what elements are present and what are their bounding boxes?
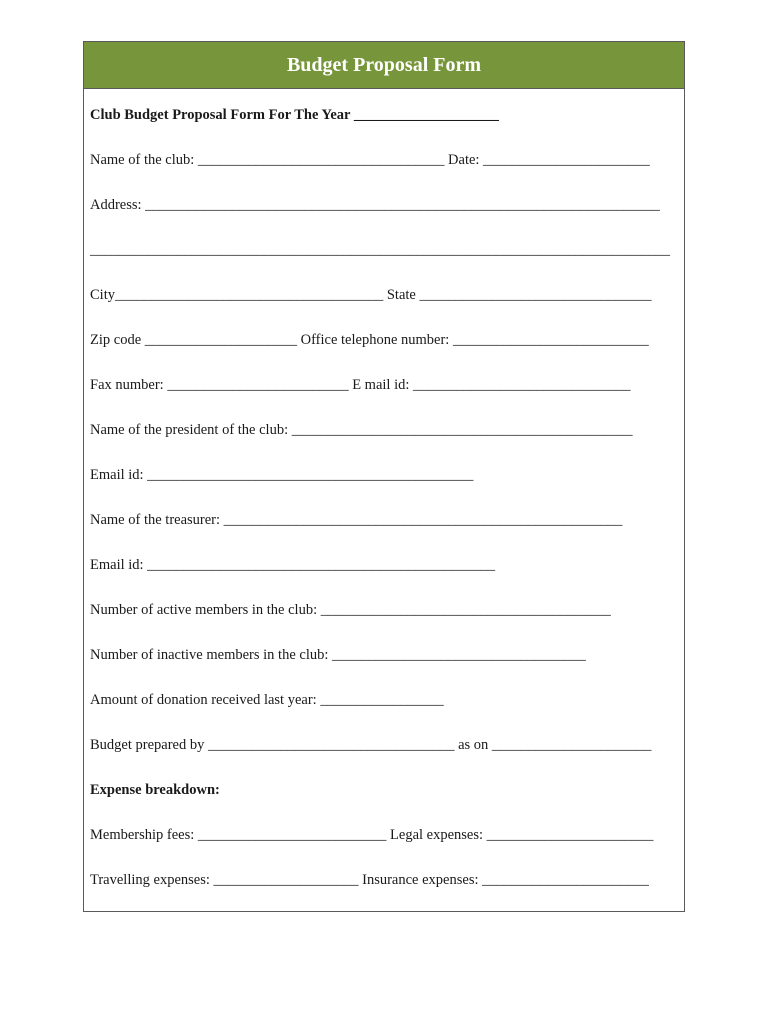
budget-prepared-line: Budget prepared by __________________________________ as on ______________________: [90, 737, 652, 753]
zip-phone-line: Zip code _____________________ Office telephone number: ___________________________: [90, 332, 649, 348]
inactive-members-line: Number of inactive members in the club: ___________________________________: [90, 647, 586, 663]
membership-legal-line: Membership fees: __________________________ Legal expenses: _______________________: [90, 827, 654, 843]
donation-line: Amount of donation received last year: _________________: [90, 692, 444, 708]
president-email-line: Email id: _____________________________________________: [90, 467, 474, 483]
address-continuation-line: ________________________________________________________________________________: [90, 242, 670, 258]
treasurer-name-line: Name of the treasurer: _______________________________________________________: [90, 512, 623, 528]
expense-breakdown-heading: Expense breakdown:: [90, 782, 220, 798]
city-state-line: City_____________________________________ State ________________________________: [90, 287, 652, 303]
fax-email-line: Fax number: _________________________ E mail id: ______________________________: [90, 377, 631, 393]
form-year-line: Club Budget Proposal Form For The Year ____________________: [90, 107, 499, 123]
club-name-date-line: Name of the club: __________________________________ Date: _______________________: [90, 152, 650, 168]
form-title: Budget Proposal Form: [286, 53, 482, 76]
form-header: [84, 42, 684, 89]
active-members-line: Number of active members in the club: ________________________________________: [90, 602, 611, 618]
treasurer-email-line: Email id: ________________________________________________: [90, 557, 496, 573]
travel-insurance-line: Travelling expenses: ____________________ Insurance expenses: _______________________: [90, 872, 649, 888]
president-name-line: Name of the president of the club: _______________________________________________: [90, 422, 633, 438]
address-line: Address: _______________________________________________________________________: [90, 197, 660, 213]
